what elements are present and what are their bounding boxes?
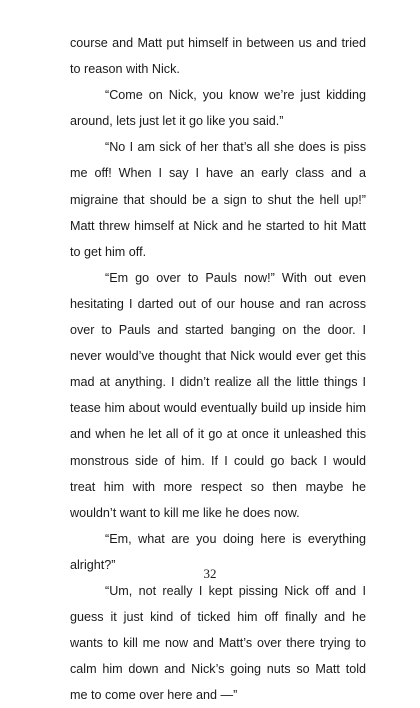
paragraph-continuation: course and Matt put himself in between us and tried to reason with Nick. xyxy=(70,36,366,77)
paragraph: “Em, what are you doing here is everything alright?” xyxy=(70,531,366,572)
paragraph: “Come on Nick, you know we’re just kidding around, lets just let it go like you said.” xyxy=(70,88,366,129)
paragraph: “Um, not really I kept pissing Nick off and I guess it just kind of ticked him off finally and he wants to kill me now and Matt’s over there trying to calm him down and Nick’s going nuts so Matt told me to come over here and —” xyxy=(70,583,366,703)
page-number: 32 xyxy=(203,566,217,581)
paragraph: “Em go over to Pauls now!” With out even hesitating I darted out of our house and ran across over to Pauls and started banging on the door. I never would’ve thought that Nick would ever get this mad at anything. I didn’t realize all the little things I tease him about would eventually build up inside him and when he let all of it go at once it unleashed this monstrous side of him. If I could go back I would treat him with more respect so then maybe he wouldn’t want to kill me like he does now. xyxy=(70,270,366,520)
body-text xyxy=(70,30,366,708)
paragraph: “No I am sick of her that’s all she does is piss me off! When I say I have an early class and a migraine that should be a sign to shut the hell up!” Matt threw himself at Nick and he started to hit Matt to get him off. xyxy=(70,140,366,259)
